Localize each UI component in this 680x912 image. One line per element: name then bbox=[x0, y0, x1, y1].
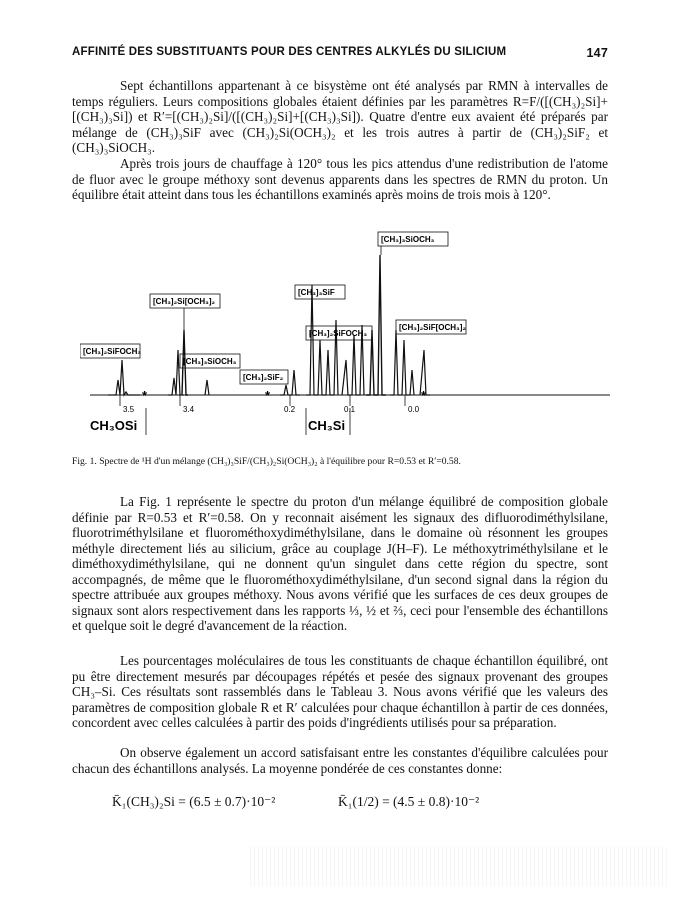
label-5: [CH₃]₂SiFOCH₃ bbox=[309, 329, 368, 338]
label-group bbox=[80, 232, 466, 384]
paragraph-5-text: On observe également un accord satisfaisant entre les constantes d'équilibre calculées pour chacun des échantillons analysés. La moyenne pondérée de ces constantes donne: bbox=[72, 745, 608, 776]
tick-label-5: 0.0 bbox=[408, 405, 420, 414]
running-title: AFFINITÉ DES SUBSTITUANTS POUR DES CENTRES ALKYLÉS DU SILICIUM bbox=[72, 46, 507, 58]
nmr-spectrum-figure bbox=[80, 230, 620, 450]
group-label-ch3osi: CH₃OSi bbox=[90, 418, 138, 433]
paragraph-4 bbox=[72, 653, 608, 731]
peak-left-1 bbox=[108, 360, 140, 395]
equation-k1-half: K̄₁(1/2) = (4.5 ± 0.8)·10⁻² bbox=[338, 794, 480, 809]
tick-label-2: 3.4 bbox=[183, 405, 195, 414]
paragraph-5 bbox=[72, 745, 608, 776]
peak-right-4 bbox=[366, 255, 386, 395]
paragraph-1-text: Sept échantillons appartenant à ce bisystème ont été analysés par RMN à intervalles de temps réguliers. Leurs compositions globales étaient définies par les paramètres R=F/([(CH₃)₂Si]+[(CH₃)₃Si]) et R′=[(CH₃)₂Si]/([(CH₃)₂Si]+[(CH₃)₃Si]). Quatre d'entre eux avaient été préparés par mélange de (CH₃)₃SiF avec (CH₃)₂Si(OCH₃)₂ et les trois autres à partir de (CH₃)₂SiF₂ et (CH₃)₃SiOCH₃. bbox=[72, 78, 608, 155]
label-1: [CH₃]₃SiOCH₃ bbox=[381, 235, 435, 244]
running-header bbox=[72, 46, 608, 64]
impurity-marker-1: * bbox=[142, 388, 148, 403]
paragraph-2-text: Après trois jours de chauffage à 120° tous les pics attendus d'une redistribution de l'atome de fluor avec le groupe méthoxy sont devenus apparents dans les spectres de RMN du proton. Un équilibre était atteint dans tous les échantillons examinés après moins de trois mois à 120°. bbox=[72, 156, 608, 202]
impurity-marker-3: * bbox=[421, 388, 427, 403]
paragraph-1 bbox=[72, 78, 608, 156]
tick-label-1: 3.5 bbox=[123, 405, 135, 414]
peak-left-4 bbox=[205, 380, 209, 395]
paragraph-4-text: Les pourcentages moléculaires de tous les constituants de chaque échantillon équilibré, ont pu être directement mesurés par découpages répétés et pesée des signaux provenant des groupes CH₃–Si. Ces résultats sont rassemblés dans le Tableau 3. Nous avons vérifié que les valeurs des paramètres de composition globale R et R′ calculées pour chaque échantillon à partir de ces données, concordent avec celles calculées à partir des poids d'ingrédients utilisés pour sa préparation. bbox=[72, 653, 608, 730]
label-7: [CH₃]₃SiOCH₃ bbox=[183, 357, 237, 366]
peak-right-5 bbox=[390, 330, 414, 395]
label-6: [CH₃]₂SiF[OCH₃]₂ bbox=[399, 323, 466, 332]
group-label-ch3si: CH₃Si bbox=[308, 418, 346, 433]
label-8: [CH₃]₂SiF₂ bbox=[243, 373, 284, 382]
impurity-marker-2: * bbox=[265, 388, 271, 403]
label-2: [CH₃]₃SiF bbox=[298, 288, 335, 297]
figure-caption: Fig. 1. Spectre de ¹H d'un mélange (CH₃)₃SiF/(CH₃)₂Si(OCH₃)₂ à l'équilibre pour R=0.53 et R′=0.58. bbox=[72, 456, 461, 467]
tick-label-4: 0.1 bbox=[344, 405, 356, 414]
equation-k1-ch3-2si: K̄₁(CH₃)₂Si = (6.5 ± 0.7)·10⁻² bbox=[112, 794, 276, 809]
label-3: [CH₃]₂Si[OCH₃]₂ bbox=[153, 297, 216, 306]
page-number: 147 bbox=[586, 46, 608, 60]
scan-noise bbox=[250, 846, 670, 886]
paragraph-2 bbox=[72, 156, 608, 203]
paragraph-3-text: La Fig. 1 représente le spectre du proton d'un mélange équilibré de composition globale définie par R=0.53 et R′=0.58. On y reconnait aisément les signaux des difluorodiméthylsilane, fluorotriméthylsilane et fluorométhoxydiméthylsilane, dans le domaine où résonnent les groupes méthyle directement liés au silicium, grâce au couplage J(H–F). Le méthoxytriméthylsilane et le diméthoxydiméthylsilane, qui ne donnent qu'un singulet dans cette région du spectre, sont accompagnés, de même que le fluorométhoxydiméthylsilane, d'un second signal dans la région du spectre attribuée aux groupes méthoxy. Nous avons vérifié que les surfaces de ces deux groupes de signaux sont alors respectivement dans les rapports ⅓, ½ et ⅔, ceci pour l'ensemble des échantillons et quelque soit le degré d'avancement de la réaction. bbox=[72, 494, 608, 633]
label-4: [CH₃]₂SiFOCH₃ bbox=[83, 347, 142, 356]
paragraph-3 bbox=[72, 494, 608, 634]
tick-label-3: 0.2 bbox=[284, 405, 296, 414]
